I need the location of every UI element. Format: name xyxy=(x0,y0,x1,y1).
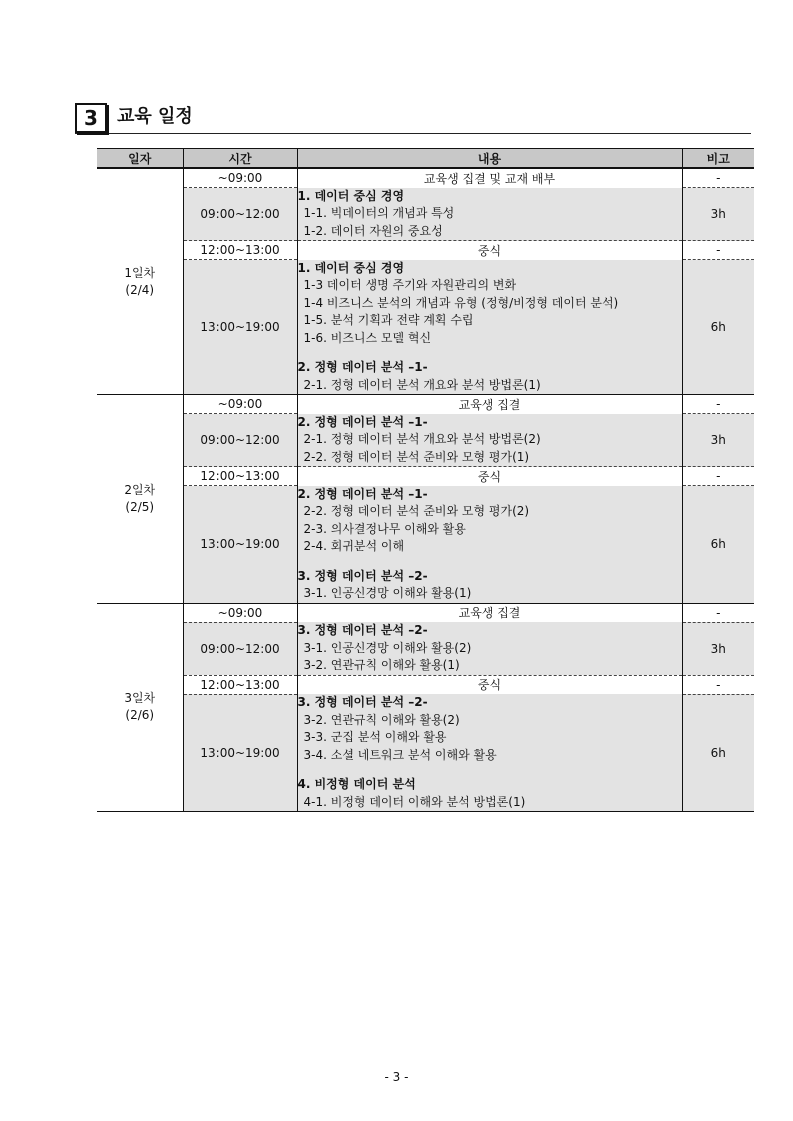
day-label: 3일차 xyxy=(124,691,156,706)
content-item: 3-1. 인공신경망 이해와 활용(2) xyxy=(303,640,472,655)
content-item: 3-4. 소셜 네트워크 분석 이해와 활용 xyxy=(303,747,497,762)
table-row xyxy=(97,168,754,188)
note-cell: - xyxy=(682,675,754,694)
header-time: 시간 xyxy=(183,149,297,169)
content-cell: 교육생 집결 xyxy=(297,395,682,414)
header-note: 비고 xyxy=(682,149,754,169)
block-gap xyxy=(298,347,682,359)
content-title: 4. 비정형 데이터 분석 xyxy=(297,777,416,791)
note-cell: 3h xyxy=(682,188,754,241)
day-date: (2/5) xyxy=(125,499,155,514)
time-cell: 09:00~12:00 xyxy=(183,622,297,675)
note-cell: 6h xyxy=(682,694,754,812)
table-row xyxy=(97,603,754,622)
time-cell: ~09:00 xyxy=(183,168,297,188)
note-cell: - xyxy=(682,241,754,260)
content-cell xyxy=(297,486,682,604)
content-item: 1-2. 데이터 자원의 중요성 xyxy=(303,223,443,238)
content-item: 3-2. 연관규칙 이해와 활용(1) xyxy=(303,658,460,672)
note-cell: 6h xyxy=(682,260,754,395)
day-label: 2일차 xyxy=(124,482,156,497)
table-row xyxy=(97,486,754,604)
time-cell: 13:00~19:00 xyxy=(183,694,297,812)
content-title: 3. 정형 데이터 분석 –2- xyxy=(297,695,428,709)
day-date: (2/4) xyxy=(125,282,155,297)
note-cell: - xyxy=(682,395,754,414)
note-cell: - xyxy=(682,603,754,622)
time-cell: 12:00~13:00 xyxy=(183,241,297,260)
content-item: 3-3. 군집 분석 이해와 활용 xyxy=(303,730,447,744)
content-item: 1-4 비즈니스 분석의 개념과 유형 (정형/비정형 데이터 분석) xyxy=(303,295,619,310)
content-title: 1. 데이터 중심 경영 xyxy=(297,260,405,275)
content-title: 2. 정형 데이터 분석 –1- xyxy=(297,486,428,501)
content-item: 2-1. 정형 데이터 분석 개요와 분석 방법론(1) xyxy=(303,377,541,392)
content-cell: 교육생 집결 및 교재 배부 xyxy=(297,168,682,188)
content-item: 4-1. 비정형 데이터 이해와 분석 방법론(1) xyxy=(303,794,526,809)
time-cell: 12:00~13:00 xyxy=(183,675,297,694)
table-row xyxy=(97,260,754,395)
table-row xyxy=(97,395,754,414)
note-cell: 6h xyxy=(682,486,754,604)
table-header-row xyxy=(97,149,754,169)
content-item: 3-1. 인공신경망 이해와 활용(1) xyxy=(303,586,472,600)
content-item: 1-3 데이터 생명 주기와 자원관리의 변화 xyxy=(303,278,517,292)
table-row xyxy=(97,241,754,260)
note-cell: - xyxy=(682,168,754,188)
day-cell xyxy=(97,603,183,812)
time-cell: 13:00~19:00 xyxy=(183,486,297,604)
content-cell xyxy=(297,694,682,812)
table-row xyxy=(97,188,754,241)
day-label: 1일차 xyxy=(124,265,156,280)
section-header xyxy=(75,103,751,134)
schedule-table xyxy=(97,148,754,812)
note-cell: - xyxy=(682,467,754,486)
content-title: 3. 정형 데이터 분석 –2- xyxy=(297,623,428,637)
header-content: 내용 xyxy=(297,149,682,169)
table-row xyxy=(97,675,754,694)
table-row xyxy=(97,694,754,812)
content-title: 2. 정형 데이터 분석 –1- xyxy=(297,360,428,374)
content-item: 2-3. 의사결정나무 이해와 활용 xyxy=(303,521,466,536)
content-item: 2-2. 정형 데이터 분석 준비와 모형 평가(1) xyxy=(303,449,530,464)
note-cell: 3h xyxy=(682,414,754,467)
content-cell: 교육생 집결 xyxy=(297,603,682,622)
time-cell: ~09:00 xyxy=(183,603,297,622)
day-date: (2/6) xyxy=(125,708,155,723)
time-cell: 09:00~12:00 xyxy=(183,188,297,241)
time-cell: 09:00~12:00 xyxy=(183,414,297,467)
table-row xyxy=(97,622,754,675)
time-cell: ~09:00 xyxy=(183,395,297,414)
content-cell: 중식 xyxy=(297,241,682,260)
content-cell xyxy=(297,414,682,467)
section-number: 3 xyxy=(75,103,107,133)
schedule-body xyxy=(97,168,754,812)
content-title: 2. 정형 데이터 분석 –1- xyxy=(297,414,428,429)
content-cell: 중식 xyxy=(297,467,682,486)
section-title: 교육 일정 xyxy=(117,106,193,127)
content-cell: 중식 xyxy=(297,675,682,694)
day-cell xyxy=(97,168,183,395)
content-item: 2-4. 회귀분석 이해 xyxy=(303,539,405,553)
block-gap xyxy=(298,764,682,776)
header-day: 일자 xyxy=(97,149,183,169)
time-cell: 12:00~13:00 xyxy=(183,467,297,486)
day-cell xyxy=(97,395,183,604)
note-cell: 3h xyxy=(682,622,754,675)
content-title: 1. 데이터 중심 경영 xyxy=(297,188,405,203)
content-item: 2-1. 정형 데이터 분석 개요와 분석 방법론(2) xyxy=(303,432,541,446)
content-item: 2-2. 정형 데이터 분석 준비와 모형 평가(2) xyxy=(303,504,530,518)
content-cell xyxy=(297,622,682,675)
table-row xyxy=(97,414,754,467)
block-gap xyxy=(298,556,682,568)
time-cell: 13:00~19:00 xyxy=(183,260,297,395)
content-item: 1-6. 비즈니스 모델 혁신 xyxy=(303,330,432,345)
content-title: 3. 정형 데이터 분석 –2- xyxy=(297,568,428,583)
content-cell xyxy=(297,188,682,241)
table-row xyxy=(97,467,754,486)
content-item: 1-5. 분석 기획과 전략 계획 수립 xyxy=(303,313,474,327)
content-item: 3-2. 연관규칙 이해와 활용(2) xyxy=(303,712,460,727)
page-number: - 3 - xyxy=(384,1070,409,1084)
content-cell xyxy=(297,260,682,395)
content-item: 1-1. 빅데이터의 개념과 특성 xyxy=(303,206,455,220)
